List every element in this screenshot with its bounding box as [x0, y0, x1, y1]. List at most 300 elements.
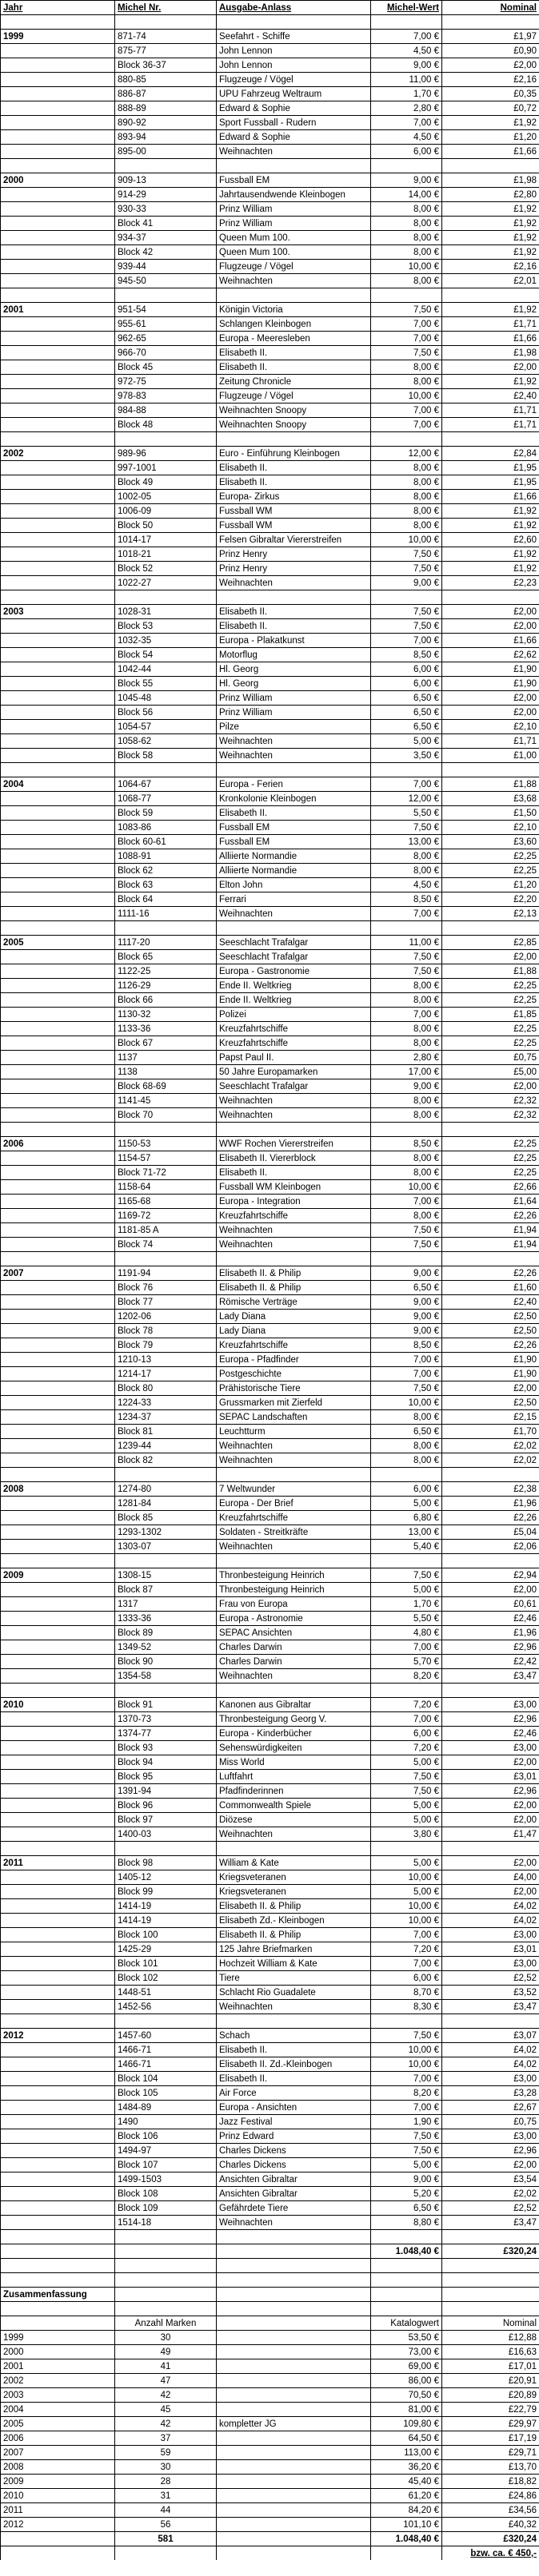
cell-ausgabe-anlass — [217, 2331, 371, 2345]
cell-michel-wert: 64,50 € — [371, 2431, 442, 2446]
data-row — [1, 1597, 539, 1612]
cell-jahr — [1, 2072, 115, 2086]
cell-jahr — [1, 188, 115, 202]
cell-jahr — [1, 15, 115, 30]
blank-row — [1, 1684, 539, 1698]
cell-ausgabe-anlass: 7 Weltwunder — [217, 1482, 371, 1497]
cell-jahr — [1, 691, 115, 706]
cell-ausgabe-anlass — [217, 2302, 371, 2316]
cell-jahr — [1, 2273, 115, 2288]
cell-michel-nr: 1391-94 — [115, 1784, 217, 1799]
data-row — [1, 1784, 539, 1799]
cell-ausgabe-anlass: Flugzeuge / Vögel — [217, 260, 371, 274]
cell-nominal: £2,00 — [442, 1885, 539, 1899]
cell-nominal: Nominal — [442, 2316, 539, 2331]
cell-michel-wert — [371, 2273, 442, 2288]
data-row — [1, 1439, 539, 1453]
cell-michel-nr: 56 — [115, 2518, 217, 2532]
cell-michel-nr: 1281-84 — [115, 1497, 217, 1511]
cell-ausgabe-anlass: Ausgabe-Anlass — [217, 1, 371, 15]
cell-jahr — [1, 547, 115, 562]
cell-nominal: £2,84 — [442, 447, 539, 461]
cell-nominal: £2,16 — [442, 73, 539, 87]
data-row — [1, 217, 539, 231]
cell-michel-wert: 7,00 € — [371, 2101, 442, 2115]
cell-jahr — [1, 403, 115, 418]
data-row — [1, 303, 539, 317]
cell-nominal: £2,96 — [442, 1712, 539, 1727]
cell-nominal — [442, 159, 539, 173]
data-row — [1, 706, 539, 720]
cell-jahr — [1, 1094, 115, 1108]
cell-michel-wert: 1.048,40 € — [371, 2244, 442, 2259]
cell-ausgabe-anlass — [217, 2259, 371, 2273]
cell-nominal: £1,85 — [442, 1008, 539, 1022]
cell-michel-nr: 1333-36 — [115, 1612, 217, 1626]
cell-nominal: £13,70 — [442, 2460, 539, 2475]
data-row — [1, 30, 539, 44]
cell-nominal: £2,46 — [442, 1727, 539, 1741]
data-row — [1, 1986, 539, 2000]
cell-ausgabe-anlass: Seeschlacht Trafalgar — [217, 1079, 371, 1094]
cell-jahr — [1, 1367, 115, 1381]
cell-nominal: £3,07 — [442, 2029, 539, 2043]
cell-jahr: 2006 — [1, 1137, 115, 1151]
cell-michel-nr: 1425-29 — [115, 1942, 217, 1957]
cell-michel-nr: 1202-06 — [115, 1310, 217, 1324]
cell-jahr — [1, 1784, 115, 1799]
cell-nominal: £3,60 — [442, 835, 539, 849]
cell-michel-wert: 73,00 € — [371, 2345, 442, 2359]
cell-michel-nr: 886-87 — [115, 87, 217, 101]
data-row — [1, 662, 539, 677]
data-row — [1, 1942, 539, 1957]
cell-michel-nr: 1126-29 — [115, 979, 217, 993]
cell-ausgabe-anlass: Flugzeuge / Vögel — [217, 389, 371, 403]
cell-michel-nr: Block 60-61 — [115, 835, 217, 849]
cell-michel-wert: 6,50 € — [371, 1281, 442, 1295]
cell-jahr — [1, 2259, 115, 2273]
data-row — [1, 1540, 539, 1554]
summary-data-row — [1, 2518, 539, 2532]
cell-michel-nr: Block 94 — [115, 1755, 217, 1770]
cell-michel-nr: 30 — [115, 2331, 217, 2345]
cell-jahr — [1, 2014, 115, 2029]
blank-row — [1, 763, 539, 777]
cell-jahr — [1, 87, 115, 101]
cell-nominal: £2,16 — [442, 260, 539, 274]
cell-nominal: £34,56 — [442, 2503, 539, 2518]
cell-nominal: £22,79 — [442, 2403, 539, 2417]
data-row — [1, 360, 539, 375]
cell-jahr — [1, 1842, 115, 1856]
data-row — [1, 116, 539, 130]
cell-nominal: £1,71 — [442, 317, 539, 332]
cell-nominal: £1,71 — [442, 403, 539, 418]
cell-michel-nr: 1158-64 — [115, 1180, 217, 1195]
data-row — [1, 1353, 539, 1367]
cell-michel-nr: Block 59 — [115, 806, 217, 821]
cell-jahr: Jahr — [1, 1, 115, 15]
cell-michel-nr: Block 76 — [115, 1281, 217, 1295]
data-row — [1, 1482, 539, 1497]
data-row — [1, 806, 539, 821]
cell-michel-nr: 972-75 — [115, 375, 217, 389]
cell-nominal: £1,64 — [442, 1195, 539, 1209]
cell-ausgabe-anlass: Sehenswürdigkeiten — [217, 1741, 371, 1755]
cell-michel-nr: 1137 — [115, 1051, 217, 1065]
blank-row — [1, 2273, 539, 2288]
cell-jahr — [1, 202, 115, 217]
data-row — [1, 44, 539, 58]
cell-michel-wert: 11,00 € — [371, 936, 442, 950]
cell-jahr — [1, 1957, 115, 1971]
cell-michel-wert: 8,00 € — [371, 1209, 442, 1223]
summary-data-row — [1, 2431, 539, 2446]
cell-michel-nr: 1466-71 — [115, 2057, 217, 2072]
cell-michel-nr: 893-94 — [115, 130, 217, 145]
cell-ausgabe-anlass: Elisabeth II. Zd.-Kleinbogen — [217, 2057, 371, 2072]
cell-michel-nr: 1122-25 — [115, 964, 217, 979]
blank-row — [1, 2014, 539, 2029]
summary-data-row — [1, 2503, 539, 2518]
cell-michel-wert: 7,50 € — [371, 1770, 442, 1784]
cell-ausgabe-anlass — [217, 1123, 371, 1137]
cell-nominal: £2,25 — [442, 993, 539, 1008]
cell-michel-nr — [115, 432, 217, 447]
cell-jahr — [1, 1626, 115, 1640]
cell-michel-wert — [371, 763, 442, 777]
cell-nominal: £2,96 — [442, 1784, 539, 1799]
cell-ausgabe-anlass: Weihnachten — [217, 2000, 371, 2014]
data-row — [1, 1612, 539, 1626]
cell-jahr: 2011 — [1, 1856, 115, 1870]
cell-jahr: 2007 — [1, 2446, 115, 2460]
cell-nominal: £2,00 — [442, 605, 539, 619]
cell-jahr — [1, 332, 115, 346]
cell-jahr: 2004 — [1, 2403, 115, 2417]
cell-michel-nr: 1068-77 — [115, 792, 217, 806]
cell-michel-nr: 1400-03 — [115, 1827, 217, 1842]
cell-michel-wert: 61,20 € — [371, 2489, 442, 2503]
cell-jahr — [1, 101, 115, 116]
cell-michel-wert: 8,00 € — [371, 519, 442, 533]
summary-data-row — [1, 2460, 539, 2475]
cell-michel-nr: Block 91 — [115, 1698, 217, 1712]
cell-jahr — [1, 2302, 115, 2316]
cell-michel-nr: Block 70 — [115, 1108, 217, 1123]
cell-jahr: 2001 — [1, 303, 115, 317]
cell-michel-wert: 7,00 € — [371, 1195, 442, 1209]
cell-michel-wert: 8,00 € — [371, 849, 442, 864]
cell-jahr — [1, 706, 115, 720]
cell-ausgabe-anlass: Europa - Kinderbücher — [217, 1727, 371, 1741]
cell-michel-wert: 8,00 € — [371, 274, 442, 288]
cell-michel-wert — [371, 2014, 442, 2029]
data-row — [1, 2086, 539, 2101]
data-row — [1, 245, 539, 260]
cell-ausgabe-anlass: Gefährdete Tiere — [217, 2201, 371, 2216]
cell-ausgabe-anlass: Ansichten Gibraltar — [217, 2173, 371, 2187]
cell-nominal: £20,89 — [442, 2388, 539, 2403]
cell-jahr — [1, 619, 115, 634]
data-row — [1, 1338, 539, 1353]
cell-nominal: £0,75 — [442, 2115, 539, 2129]
cell-jahr — [1, 1727, 115, 1741]
cell-ausgabe-anlass: Ende II. Weltkrieg — [217, 993, 371, 1008]
cell-michel-wert: 9,00 € — [371, 58, 442, 73]
cell-michel-wert: Michel-Wert — [371, 1, 442, 15]
data-row — [1, 835, 539, 849]
data-row — [1, 1583, 539, 1597]
data-row — [1, 2000, 539, 2014]
cell-michel-wert: 10,00 € — [371, 389, 442, 403]
cell-jahr: 2010 — [1, 1698, 115, 1712]
cell-nominal: £2,80 — [442, 188, 539, 202]
cell-michel-wert: 8,80 € — [371, 2216, 442, 2230]
cell-michel-nr — [115, 1684, 217, 1698]
cell-nominal — [442, 1684, 539, 1698]
cell-jahr — [1, 734, 115, 749]
cell-michel-wert: 9,00 € — [371, 2173, 442, 2187]
cell-nominal: £1,90 — [442, 677, 539, 691]
data-row — [1, 447, 539, 461]
cell-ausgabe-anlass: Prähistorische Tiere — [217, 1381, 371, 1396]
cell-jahr — [1, 2086, 115, 2101]
cell-nominal: £2,00 — [442, 1813, 539, 1827]
cell-ausgabe-anlass: Seefahrt - Schiffe — [217, 30, 371, 44]
cell-michel-wert — [371, 921, 442, 936]
cell-ausgabe-anlass: Prinz William — [217, 217, 371, 231]
cell-jahr — [1, 375, 115, 389]
cell-ausgabe-anlass: Europa - Pfadfinder — [217, 1353, 371, 1367]
cell-michel-wert: 8,00 € — [371, 360, 442, 375]
cell-nominal: £1,71 — [442, 734, 539, 749]
data-row — [1, 1425, 539, 1439]
cell-michel-nr: 31 — [115, 2489, 217, 2503]
cell-jahr — [1, 1381, 115, 1396]
cell-michel-wert: 6,50 € — [371, 720, 442, 734]
cell-ausgabe-anlass: Kanonen aus Gibraltar — [217, 1698, 371, 1712]
cell-ausgabe-anlass: Weihnachten — [217, 1238, 371, 1252]
cell-michel-nr: 962-65 — [115, 332, 217, 346]
cell-michel-wert: 5,00 € — [371, 1813, 442, 1827]
summary-data-row — [1, 2475, 539, 2489]
cell-nominal: £2,00 — [442, 2158, 539, 2173]
cell-nominal: £2,25 — [442, 1137, 539, 1151]
cell-michel-nr: Block 99 — [115, 1885, 217, 1899]
cell-jahr — [1, 58, 115, 73]
cell-michel-nr: 871-74 — [115, 30, 217, 44]
cell-michel-wert — [371, 15, 442, 30]
cell-ausgabe-anlass: Weihnachten — [217, 1453, 371, 1468]
cell-michel-nr — [115, 159, 217, 173]
cell-michel-wert: 14,00 € — [371, 188, 442, 202]
cell-nominal: £1,94 — [442, 1223, 539, 1238]
cell-nominal: £0,75 — [442, 1051, 539, 1065]
cell-nominal: £1,66 — [442, 490, 539, 504]
cell-ausgabe-anlass: Weihnachten Snoopy — [217, 403, 371, 418]
data-row — [1, 1079, 539, 1094]
data-row — [1, 1281, 539, 1295]
cell-michel-wert: 3,50 € — [371, 749, 442, 763]
cell-michel-wert: 8,50 € — [371, 1338, 442, 1353]
cell-michel-nr: 1006-09 — [115, 504, 217, 519]
cell-michel-nr: 42 — [115, 2417, 217, 2431]
cell-michel-nr: 581 — [115, 2532, 217, 2546]
cell-jahr — [1, 1655, 115, 1669]
cell-ausgabe-anlass: Weihnachten — [217, 1223, 371, 1238]
cell-ausgabe-anlass: Diözese — [217, 1813, 371, 1827]
data-row — [1, 576, 539, 590]
cell-jahr — [1, 432, 115, 447]
cell-ausgabe-anlass: Lady Diana — [217, 1310, 371, 1324]
cell-nominal: £2,00 — [442, 706, 539, 720]
data-row — [1, 1065, 539, 1079]
cell-nominal: £2,25 — [442, 1022, 539, 1036]
cell-nominal: £2,32 — [442, 1108, 539, 1123]
cell-nominal: £12,88 — [442, 2331, 539, 2345]
cell-ausgabe-anlass: Hl. Georg — [217, 662, 371, 677]
cell-nominal: £1,90 — [442, 1353, 539, 1367]
cell-michel-wert: 5,00 € — [371, 734, 442, 749]
cell-ausgabe-anlass: Flugzeuge / Vögel — [217, 73, 371, 87]
cell-nominal: £0,72 — [442, 101, 539, 116]
cell-ausgabe-anlass: Schach — [217, 2029, 371, 2043]
cell-nominal: £3,00 — [442, 1698, 539, 1712]
cell-nominal: £17,19 — [442, 2431, 539, 2446]
cell-michel-nr: Block 65 — [115, 950, 217, 964]
data-row — [1, 403, 539, 418]
cell-michel-wert: 7,20 € — [371, 1698, 442, 1712]
summary-data-row — [1, 2417, 539, 2431]
cell-michel-nr: Block 81 — [115, 1425, 217, 1439]
cell-michel-nr: Block 49 — [115, 475, 217, 490]
cell-jahr — [1, 1223, 115, 1238]
cell-nominal: £2,10 — [442, 821, 539, 835]
cell-ausgabe-anlass: Elisabeth II. — [217, 1166, 371, 1180]
data-row — [1, 2173, 539, 2187]
cell-nominal — [442, 2014, 539, 2029]
cell-michel-wert: 7,00 € — [371, 403, 442, 418]
data-row — [1, 1870, 539, 1885]
cell-nominal: £1,98 — [442, 173, 539, 188]
cell-michel-wert: 45,40 € — [371, 2475, 442, 2489]
cell-michel-wert: 7,00 € — [371, 634, 442, 648]
cell-michel-nr: 42 — [115, 2388, 217, 2403]
cell-nominal: £1,95 — [442, 475, 539, 490]
data-row — [1, 1770, 539, 1784]
cell-nominal: bzw. ca. € 450,- — [442, 2546, 539, 2561]
cell-nominal: £2,00 — [442, 1856, 539, 1870]
cell-nominal: £3,00 — [442, 1957, 539, 1971]
cell-nominal: £3,28 — [442, 2086, 539, 2101]
cell-jahr — [1, 1612, 115, 1626]
cell-michel-nr: 1239-44 — [115, 1439, 217, 1453]
cell-ausgabe-anlass: Europa - Der Brief — [217, 1497, 371, 1511]
cell-jahr — [1, 1453, 115, 1468]
cell-jahr — [1, 907, 115, 921]
cell-michel-wert: 6,00 € — [371, 1482, 442, 1497]
cell-michel-nr: Block 105 — [115, 2086, 217, 2101]
cell-michel-wert: 13,00 € — [371, 835, 442, 849]
cell-michel-wert: 8,00 € — [371, 217, 442, 231]
cell-michel-nr: 1169-72 — [115, 1209, 217, 1223]
cell-nominal: £2,20 — [442, 892, 539, 907]
cell-michel-wert — [371, 1554, 442, 1568]
cell-jahr — [1, 2546, 115, 2561]
cell-nominal: £3,52 — [442, 1986, 539, 2000]
cell-michel-nr: 1154-57 — [115, 1151, 217, 1166]
cell-michel-nr: 930-33 — [115, 202, 217, 217]
cell-michel-nr: 997-1001 — [115, 461, 217, 475]
cell-michel-nr: 914-29 — [115, 188, 217, 202]
cell-michel-nr: 1032-35 — [115, 634, 217, 648]
cell-jahr — [1, 1525, 115, 1540]
cell-nominal: Nominal — [442, 1, 539, 15]
cell-jahr — [1, 1497, 115, 1511]
cell-michel-nr: 1064-67 — [115, 777, 217, 792]
cell-ausgabe-anlass: Europa- Zirkus — [217, 490, 371, 504]
cell-ausgabe-anlass: Elisabeth II. — [217, 2043, 371, 2057]
cell-michel-nr: Block 52 — [115, 562, 217, 576]
cell-jahr — [1, 964, 115, 979]
cell-michel-wert: 7,50 € — [371, 1238, 442, 1252]
data-row — [1, 792, 539, 806]
cell-michel-nr: 939-44 — [115, 260, 217, 274]
cell-nominal: £40,32 — [442, 2518, 539, 2532]
cell-michel-wert: 4,50 € — [371, 44, 442, 58]
cell-michel-nr: 1165-68 — [115, 1195, 217, 1209]
cell-nominal: £18,82 — [442, 2475, 539, 2489]
blank-row — [1, 1123, 539, 1137]
cell-ausgabe-anlass: Fussball EM — [217, 835, 371, 849]
cell-michel-wert: 7,50 € — [371, 619, 442, 634]
cell-michel-wert: 9,00 € — [371, 1295, 442, 1310]
cell-michel-wert: 9,00 € — [371, 1266, 442, 1281]
cell-michel-wert: 7,00 € — [371, 2072, 442, 2086]
data-row — [1, 346, 539, 360]
cell-nominal: £1,70 — [442, 1425, 539, 1439]
cell-michel-nr: Block 74 — [115, 1238, 217, 1252]
data-row — [1, 1712, 539, 1727]
cell-ausgabe-anlass: Ende II. Weltkrieg — [217, 979, 371, 993]
data-row — [1, 734, 539, 749]
cell-michel-wert: 10,00 € — [371, 1899, 442, 1914]
cell-michel-nr: 1514-18 — [115, 2216, 217, 2230]
cell-nominal: £3,47 — [442, 2000, 539, 2014]
data-row — [1, 562, 539, 576]
cell-michel-wert: 5,00 € — [371, 1583, 442, 1597]
cell-michel-wert: 12,00 € — [371, 447, 442, 461]
cell-jahr — [1, 590, 115, 605]
cell-jahr — [1, 2158, 115, 2173]
cell-michel-nr: 1448-51 — [115, 1986, 217, 2000]
cell-jahr — [1, 1914, 115, 1928]
data-row — [1, 1324, 539, 1338]
cell-ausgabe-anlass: Thronbesteigung Heinrich — [217, 1583, 371, 1597]
cell-nominal — [442, 590, 539, 605]
cell-michel-nr: 890-92 — [115, 116, 217, 130]
cell-ausgabe-anlass: Kreuzfahrtschiffe — [217, 1511, 371, 1525]
cell-nominal: £1,92 — [442, 116, 539, 130]
cell-michel-wert — [371, 1684, 442, 1698]
cell-nominal — [442, 2259, 539, 2273]
cell-nominal: £29,97 — [442, 2417, 539, 2431]
cell-nominal: £2,01 — [442, 274, 539, 288]
cell-michel-nr: 1045-48 — [115, 691, 217, 706]
cell-jahr — [1, 1123, 115, 1137]
